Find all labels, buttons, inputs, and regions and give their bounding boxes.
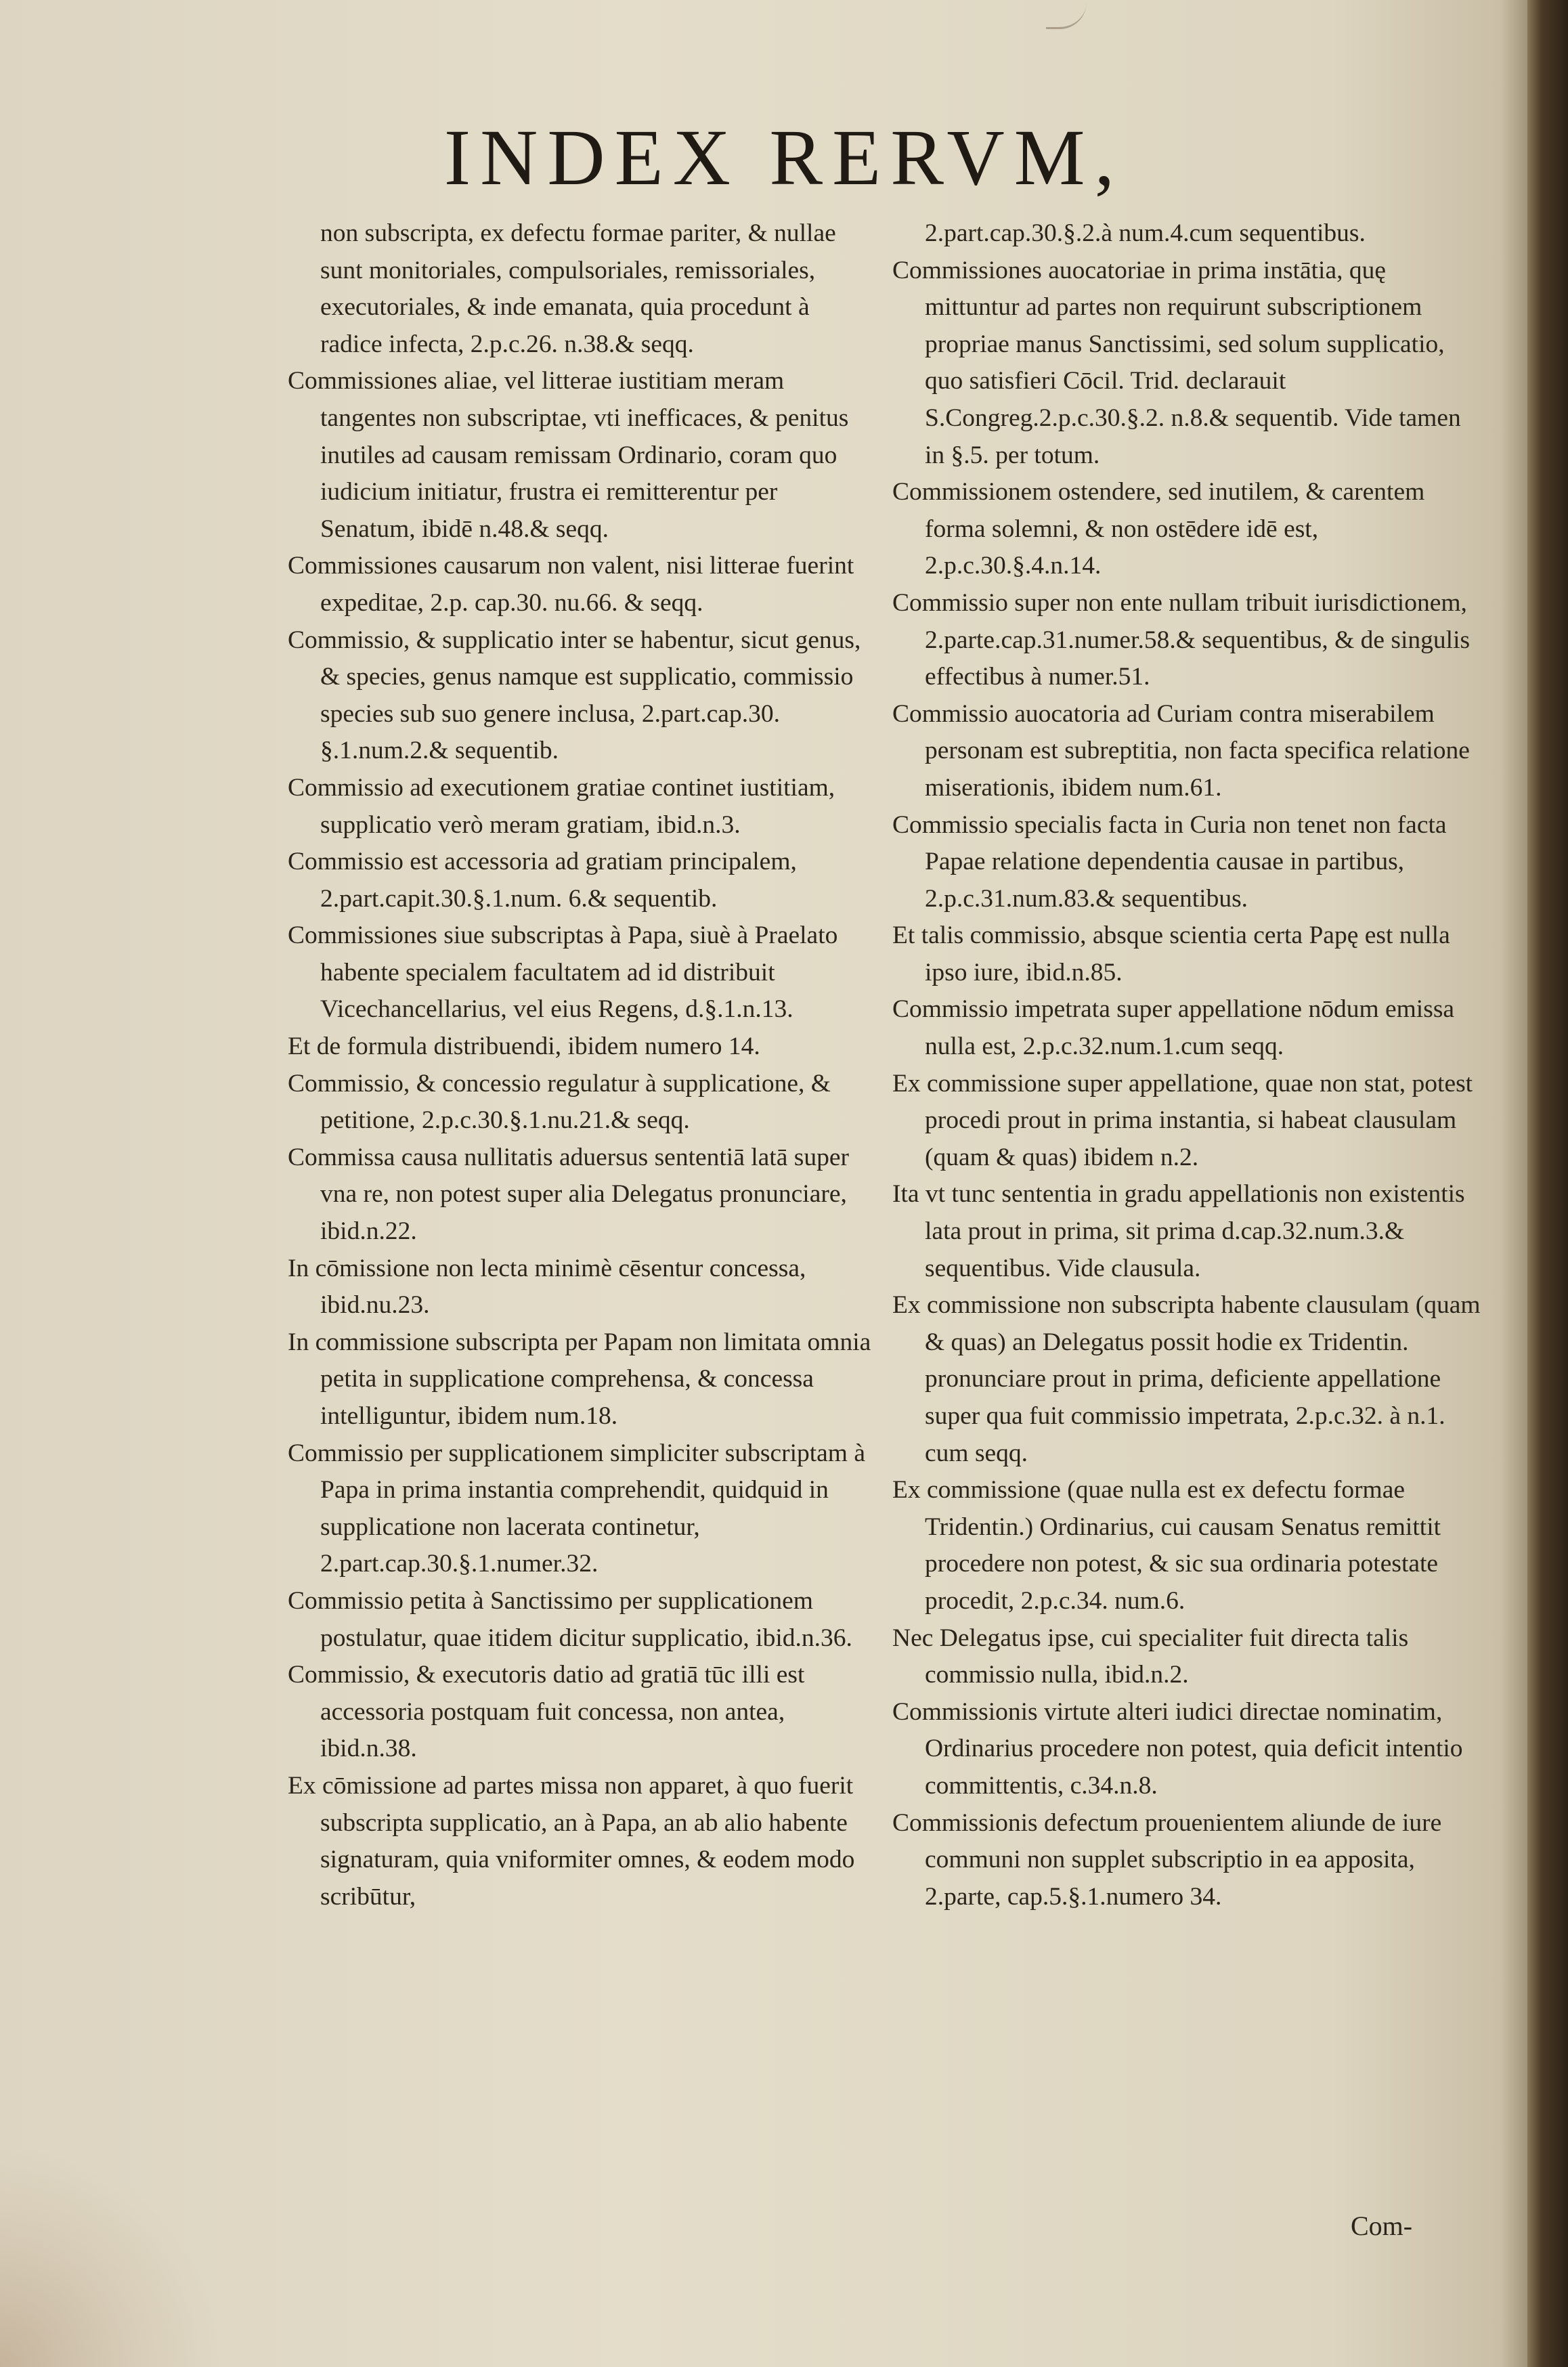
index-entry: Commissio ad executionem gratiae continet iustitiam, supplicatio verò meram gratiam, ibid.n.3.	[288, 773, 835, 839]
index-entry: Commissionis virtute alteri iudici directae nominatim, Ordinarius procedere non potest, quia deficit intentio committentis, c.34.n.8.	[892, 1697, 1463, 1800]
page-stain	[0, 2144, 223, 2367]
index-entry: Ex commissione super appellatione, quae non stat, potest procedi prout in prima instantia, si habeat clausulam (quam & quas) ibidem n.2.	[892, 1069, 1473, 1171]
index-entry: Commissio, & concessio regulatur à supplicatione, & petitione, 2.p.c.30.§.1.nu.21.& seqq.	[288, 1069, 831, 1135]
running-header: INDEX RERVM,	[443, 113, 1125, 202]
index-entry: Et talis commissio, absque scientia certa Papę est nulla ipso iure, ibid.n.85.	[892, 921, 1450, 986]
book-edge	[1527, 0, 1568, 2367]
index-entry: Commissionem ostendere, sed inutilem, & carentem forma solemni, & non ostēdere idē est, 2.p.c.30.§.4.n.14.	[892, 478, 1425, 580]
index-entry: 2.part.cap.30.§.2.à num.4.cum sequentibus.	[925, 219, 1366, 247]
index-entry: Commissio impetrata super appellatione nōdum emissa nulla est, 2.p.c.32.num.1.cum seqq.	[892, 995, 1455, 1061]
index-entry: Commissio est accessoria ad gratiam principalem, 2.part.capit.30.§.1.num. 6.& sequentib.	[288, 848, 797, 913]
index-entry: non subscripta, ex defectu formae pariter, & nullae sunt monitoriales, compulsoriales, remissoriales, executoriales, & inde emanata, quia procedunt à radice infecta, 2.p.c.26. n.38.& seqq.	[320, 219, 836, 358]
index-entry: Ex commissione (quae nulla est ex defectu formae Tridentin.) Ordinarius, cui causam Senatus remittit procedere non potest, & sic sua ordinaria potestate procedit, 2.p.c.34. num.6.	[892, 1476, 1441, 1615]
index-entry: In cōmissione non lecta minimè cēsentur concessa, ibid.nu.23.	[288, 1254, 806, 1320]
index-entry: Commissiones siue subscriptas à Papa, siuè à Praelato habente specialem facultatem ad id distribuit Vicechancellarius, vel eius Regens, d.§.1.n.13.	[288, 921, 838, 1024]
index-entry: Commissionis defectum prouenientem aliunde de iure communi non supplet subscriptio in ea apposita, 2.parte, cap.5.§.1.numero 34.	[892, 1808, 1442, 1911]
index-entry: Commissio auocatoria ad Curiam contra miserabilem personam est subreptitia, non facta specifica relatione miserationis, ibidem num.61.	[892, 699, 1470, 802]
index-entry: Nec Delegatus ipse, cui specialiter fuit directa talis commissio nulla, ibid.n.2.	[892, 1624, 1409, 1689]
page-gutter-shadow	[1500, 0, 1527, 2367]
index-entry: Commissio, & supplicatio inter se habentur, sicut genus, & species, genus namque est supplicatio, commissio species sub suo genere inclusa, 2.part.cap.30. §.1.num.2.& sequentib.	[288, 626, 861, 765]
catchword: Com-	[1351, 2211, 1413, 2241]
right-column	[892, 215, 1481, 1915]
index-entry: Commissio petita à Sanctissimo per supplicationem postulatur, quae itidem dicitur supplicatio, ibid.n.36.	[288, 1586, 852, 1652]
index-entry: Commissio per supplicationem simpliciter subscriptam à Papa in prima instantia comprehendit, quidquid in supplicatione non lacerata continetur, 2.part.cap.30.§.1.numer.32.	[288, 1439, 865, 1578]
index-entry: Commissa causa nullitatis aduersus sententiā latā super vna re, non potest super alia Delegatus pronunciare, ibid.n.22.	[288, 1143, 849, 1246]
index-entry: Commissiones aliae, vel litterae iustitiam meram tangentes non subscriptae, vti inefficaces, & penitus inutiles ad causam remissam Ordinario, coram quo iudicium initiatur, frustra ei remitterentur per Senatum, ibidē n.48.& seqq.	[288, 367, 849, 543]
index-entry: Commissiones auocatoriae in prima instātia, quę mittuntur ad partes non requirunt subscriptionem propriae manus Sanctissimi, sed solum supplicatio, quo satisfieri Cōcil. Trid. declarauit S.Congreg.2.p.c.30.§.2. n.8.& sequentib. Vide tamen in §.5. per totum.	[892, 256, 1461, 469]
left-column	[288, 215, 877, 1915]
index-entry: Ex cōmissione ad partes missa non apparet, à quo fuerit subscripta supplicatio, an à Papa, an ab alio habente signaturam, quia vniformiter omnes, & eodem modo scribūtur,	[288, 1771, 855, 1911]
index-entry: Commissio super non ente nullam tribuit iurisdictionem, 2.parte.cap.31.numer.58.& sequentibus, & de singulis effectibus à numer.51.	[892, 588, 1471, 691]
index-entry: Commissio specialis facta in Curia non tenet non facta Papae relatione dependentia causae in partibus, 2.p.c.31.num.83.& sequentibus.	[892, 810, 1447, 913]
index-entry: Ex commissione non subscripta habente clausulam (quam & quas) an Delegatus possit hodie ex Tridentin. pronunciare prout in prima, deficiente appellatione super qua fuit commissio impetrata, 2.p.c.32. à n.1. cum seqq.	[892, 1291, 1481, 1467]
index-entry: In commissione subscripta per Papam non limitata omnia petita in supplicatione comprehensa, & concessa intelliguntur, ibidem num.18.	[288, 1328, 871, 1430]
index-entry: Ita vt tunc sententia in gradu appellationis non existentis lata prout in prima, sit prima d.cap.32.num.3.& sequentibus. Vide clausula.	[892, 1180, 1465, 1282]
index-entry: Commissio, & executoris datio ad gratiā tūc illi est accessoria postquam fuit concessa, non antea, ibid.n.38.	[288, 1661, 805, 1763]
index-entry: Et de formula distribuendi, ibidem numero 14.	[288, 1033, 760, 1061]
index-entry: Commissiones causarum non valent, nisi litterae fuerint expeditae, 2.p. cap.30. nu.66. & seqq.	[288, 552, 854, 617]
